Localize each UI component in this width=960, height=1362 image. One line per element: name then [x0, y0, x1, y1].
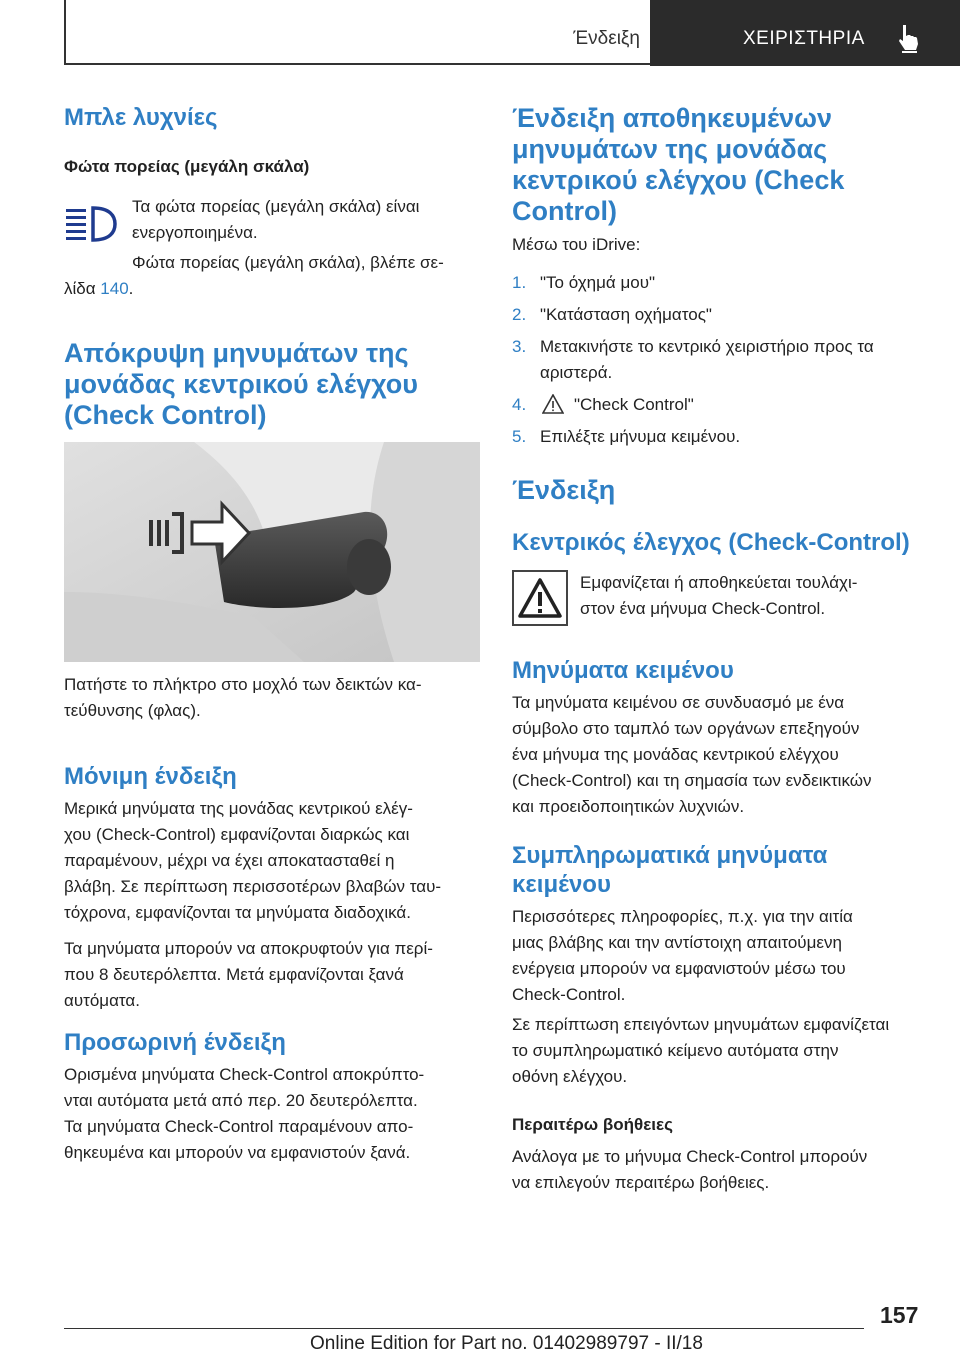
heading-further-help: Περαιτέρω βοήθειες: [512, 1115, 673, 1134]
step-number: 5.: [512, 427, 527, 446]
paragraph-urgent-line2: το συμπληρωματικό κείμενο αυτόματα στην: [512, 1041, 839, 1060]
see-end: .: [128, 279, 134, 298]
paragraph-further-line1: Ανάλογα με το μήνυμα Check-Control μπορούν: [512, 1147, 868, 1166]
paragraph-hide-line3: αυτόματα.: [64, 991, 140, 1010]
footer-rule: [64, 1328, 864, 1329]
header-left-rule: [64, 0, 66, 64]
paragraph-supplementary-line3: ενέργεια μπορούν να εμφανιστούν μέσω του: [512, 959, 846, 978]
paragraph-permanent-line1: Μερικά μηνύματα της μονάδας κεντρικού ελέγ-: [64, 799, 413, 818]
paragraph-permanent-line4: βλάβη. Σε περίπτωση περισσοτέρων βλαβών ταυ-: [64, 877, 442, 896]
paragraph-urgent-line1: Σε περίπτωση επειγόντων μηνυμάτων εμφανίζεται: [512, 1015, 890, 1034]
step-number: 4.: [512, 395, 527, 414]
heading-permanent-display: Μόνιμη ένδειξη: [64, 763, 237, 790]
step-text: "Το όχημά μου": [540, 273, 656, 292]
paragraph-hide-line2: που 8 δευτερόλεπτα. Μετά εμφανίζονται ξανά: [64, 965, 404, 984]
step-number: 2.: [512, 305, 527, 324]
heading-temporary-display: Προσωρινή ένδειξη: [64, 1029, 286, 1056]
see-text: λίδα: [64, 279, 101, 298]
heading-check-control: Κεντρικός έλεγχος (Check-Control): [512, 529, 910, 556]
paragraph-temporary-line3: Τα μηνύματα Check-Control παραμένουν απο-: [64, 1117, 414, 1136]
paragraph-supplementary-line4: Check-Control.: [512, 985, 626, 1004]
heading-supplementary-line1: Συμπληρωματικά μηνύματα: [512, 842, 828, 869]
heading-stored-line2: μηνυμάτων της μονάδας: [512, 134, 828, 164]
paragraph-further-line2: να επιλεγούν περαιτέρω βοήθειες.: [512, 1173, 770, 1192]
heading-hide-line3: (Check Control): [64, 400, 267, 430]
header-bottom-rule: [64, 63, 650, 65]
heading-text-messages: Μηνύματα κειμένου: [512, 657, 734, 684]
paragraph-press-line2: τεύθυνσης (φλας).: [64, 701, 201, 720]
step-text: "Check Control": [574, 395, 694, 414]
page-reference-link[interactable]: 140: [100, 279, 129, 298]
heading-display: Ένδειξη: [512, 475, 616, 505]
page-number: 157: [880, 1302, 919, 1328]
pointing-hand-icon: [894, 22, 926, 54]
paragraph-text-messages-line2: σύμβολο στο ταμπλό των οργάνων επεξηγούν: [512, 719, 860, 738]
heading-high-beam: Φώτα πορείας (μεγάλη σκάλα): [64, 157, 310, 176]
step-number: 1.: [512, 273, 527, 292]
header-section-title: Ένδειξη: [573, 28, 640, 49]
step-number: 3.: [512, 337, 527, 356]
paragraph-text-messages-line3: ένα μήνυμα της μονάδας κεντρικού ελέγχου: [512, 745, 839, 764]
step-text: "Κατάσταση οχήματος": [540, 305, 712, 324]
warning-triangle-icon: [512, 570, 568, 626]
paragraph-temporary-line4: θηκευμένα και μπορούν να εμφανιστούν ξανά.: [64, 1143, 411, 1162]
heading-hide-line1: Απόκρυψη μηνυμάτων της: [64, 338, 409, 368]
paragraph-permanent-line3: παραμένουν, μέχρι να έχει αποκατασταθεί η: [64, 851, 395, 870]
step-text: αριστερά.: [540, 363, 613, 382]
paragraph-cc-line1: Εμφανίζεται ή αποθηκεύεται τουλάχι-: [580, 573, 858, 592]
heading-stored-line1: Ένδειξη αποθηκευμένων: [512, 103, 832, 133]
paragraph-temporary-line1: Ορισμένα μηνύματα Check-Control αποκρύπτο-: [64, 1065, 425, 1084]
paragraph-see-line1: Φώτα πορείας (μεγάλη σκάλα), βλέπε σε-: [132, 253, 444, 272]
paragraph-via-idrive: Μέσω του iDrive:: [512, 235, 641, 254]
high-beam-icon: [66, 204, 118, 244]
footer-edition: Online Edition for Part no. 01402989797 - II/18: [310, 1333, 703, 1354]
paragraph-press-line1: Πατήστε το πλήκτρο στο μοχλό των δεικτών κα-: [64, 675, 422, 694]
paragraph-high-beam-on: Τα φώτα πορείας (μεγάλη σκάλα) είναι ενεργοποιημένα.: [132, 197, 420, 242]
paragraph-text-messages-line5: και προειδοποιητικών λυχνιών.: [512, 797, 745, 816]
paragraph-hide-line1: Τα μηνύματα μπορούν να αποκρυφτούν για περί-: [64, 939, 433, 958]
paragraph-temporary-line2: νται αυτόματα μετά από περ. 20 δευτερόλεπτα.: [64, 1091, 418, 1110]
heading-stored-line4: Control): [512, 196, 617, 226]
paragraph-urgent-line3: οθόνη ελέγχου.: [512, 1067, 628, 1086]
paragraph-permanent-line2: χου (Check-Control) εμφανίζονται διαρκώς και: [64, 825, 410, 844]
paragraph-supplementary-line1: Περισσότερες πληροφορίες, π.χ. για την αιτία: [512, 907, 853, 926]
paragraph-supplementary-line2: μιας βλάβης και την αντίστοιχη απαιτούμενη: [512, 933, 842, 952]
heading-hide-line2: μονάδας κεντρικού ελέγχου: [64, 369, 418, 399]
heading-stored-line3: κεντρικού ελέγχου (Check: [512, 165, 845, 195]
paragraph-permanent-line5: τόχρονα, εμφανίζονται τα μηνύματα διαδοχικά.: [64, 903, 411, 922]
warning-small-icon: [542, 394, 564, 414]
paragraph-text-messages-line1: Τα μηνύματα κειμένου σε συνδυασμό με ένα: [512, 693, 845, 712]
heading-supplementary-line2: κειμένου: [512, 871, 611, 898]
paragraph-text-messages-line4: (Check-Control) και τη σημασία των ενδεικτικών: [512, 771, 872, 790]
header-chapter-title: ΧΕΙΡΙΣΤΗΡΙΑ: [743, 28, 865, 49]
heading-blue-lamps: Μπλε λυχνίες: [64, 104, 218, 131]
step-text: Μετακινήστε το κεντρικό χειριστήριο προς τα: [540, 337, 874, 356]
paragraph-see-line2: [64, 276, 133, 302]
paragraph-cc-line2: στον ένα μήνυμα Check-Control.: [580, 599, 826, 618]
step-text: Επιλέξτε μήνυμα κειμένου.: [540, 427, 741, 446]
header-chapter-tab[interactable]: [650, 0, 960, 66]
turn-signal-stalk-photo: [64, 442, 480, 662]
